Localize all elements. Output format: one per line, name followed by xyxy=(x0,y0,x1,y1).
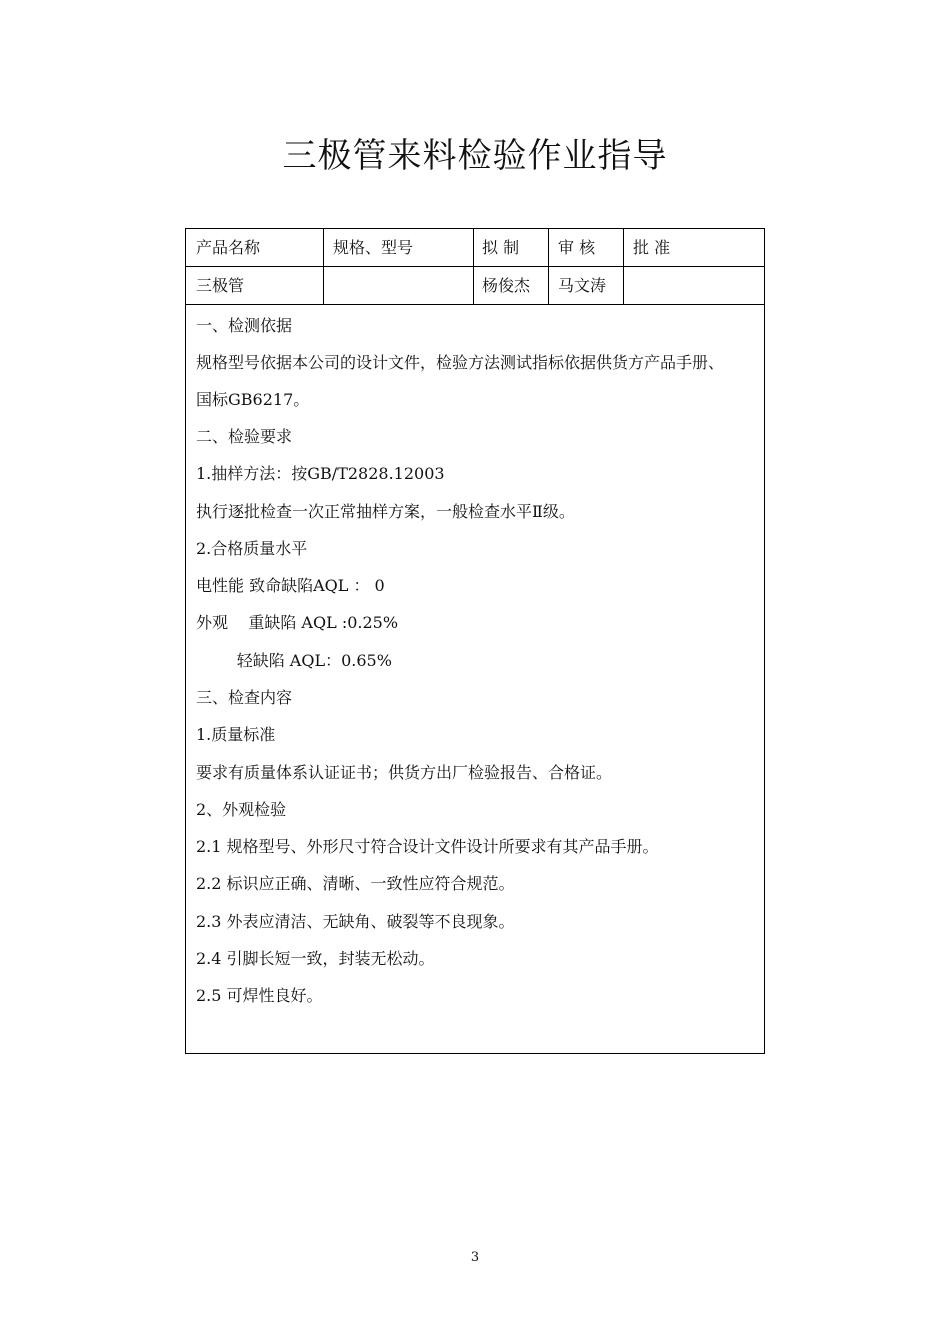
body-text: 国标GB6217。 xyxy=(196,390,310,409)
section-heading-basis: 一、检测依据 xyxy=(196,316,293,335)
table-column-divider xyxy=(548,229,549,304)
header-reviewed-by: 审 核 xyxy=(558,238,596,257)
body-text: 1.抽样方法：按GB/T2828.12003 xyxy=(196,464,445,483)
header-spec-model: 规格、型号 xyxy=(333,238,414,257)
body-text: 规格型号依据本公司的设计文件，检验方法测试指标依据供货方产品手册、 xyxy=(196,353,725,372)
page-title: 三极管来料检验作业指导 xyxy=(282,136,668,176)
value-reviewed-by: 马文涛 xyxy=(558,276,607,295)
body-text: 2.3 外表应清洁、无缺角、破裂等不良现象。 xyxy=(196,912,515,931)
table-row-divider xyxy=(186,304,764,305)
body-text: 1.质量标准 xyxy=(196,725,276,744)
body-text: 2.合格质量水平 xyxy=(196,539,308,558)
body-text: 电性能 致命缺陷AQL ： 0 xyxy=(196,576,385,595)
page-number: 3 xyxy=(470,1250,480,1265)
section-heading-requirements: 二、检验要求 xyxy=(196,427,293,446)
body-text: 外观 重缺陷 AQL :0.25% xyxy=(196,613,399,632)
value-drafted-by: 杨俊杰 xyxy=(482,276,531,295)
value-product-name: 三极管 xyxy=(196,276,245,295)
body-text: 轻缺陷 AQL：0.65% xyxy=(196,651,392,670)
table-column-divider xyxy=(323,229,324,304)
header-drafted-by: 拟 制 xyxy=(482,238,520,257)
body-text: 2、外观检验 xyxy=(196,800,287,819)
body-text: 执行逐批检查一次正常抽样方案，一般检查水平Ⅱ级。 xyxy=(196,502,575,521)
body-text: 要求有质量体系认证证书；供货方出厂检验报告、合格证。 xyxy=(196,763,613,782)
table-column-divider xyxy=(473,229,474,304)
body-text: 2.2 标识应正确、清晰、一致性应符合规范。 xyxy=(196,874,515,893)
header-approved-by: 批 准 xyxy=(633,238,671,257)
section-heading-content: 三、检查内容 xyxy=(196,688,293,707)
header-product-name: 产品名称 xyxy=(196,238,261,257)
body-text: 2.4 引脚长短一致，封装无松动。 xyxy=(196,949,435,968)
body-text: 2.1 规格型号、外形尺寸符合设计文件设计所要求有其产品手册。 xyxy=(196,837,659,856)
body-text: 2.5 可焊性良好。 xyxy=(196,986,323,1005)
inspection-table xyxy=(185,228,765,1054)
table-row-divider xyxy=(186,266,764,267)
table-column-divider xyxy=(623,229,624,304)
